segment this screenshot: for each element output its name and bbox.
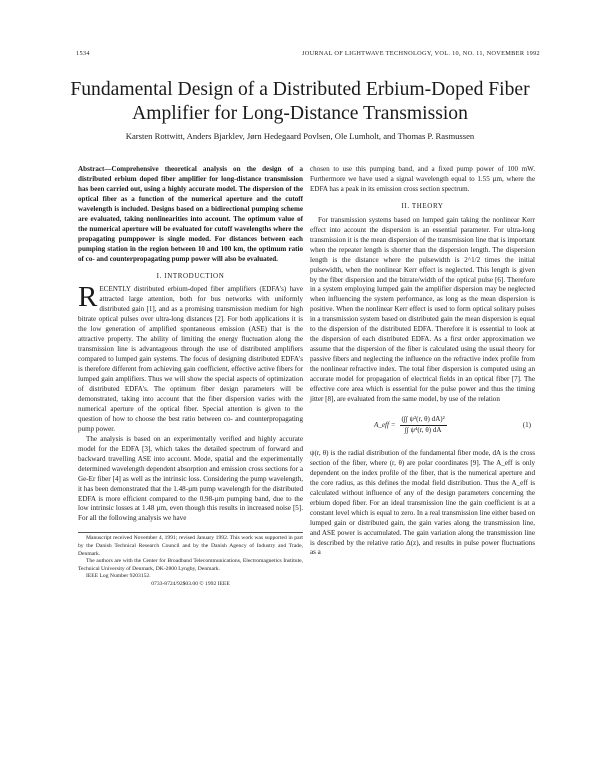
footnote bbox=[78, 532, 303, 588]
intro-paragraph-1 bbox=[78, 281, 303, 434]
section-heading-theory: II. THEORY bbox=[401, 201, 444, 210]
equation-denominator: ∫∫ ψ⁴(r, θ) dA bbox=[404, 426, 442, 435]
theory-paragraph-2: ψ(r, θ) is the radial distribution of the fundamental fiber mode, dA is the cross section of the fiber, where (r, θ) are polar coordinates [9]. The A_eff is only dependent on the index profile of the fiber, that is the numerical aperture and the core radius, as this defines the modal field distribution. Thus the A_eff is calculated without influence of any of the design parameters concerning the erbium doped fiber. For an ideal transmission line the gain coefficient is at a constant level which is equal to zero. In a real transmission line either based on lumped gain or distributed gain, the gain varies along the transmission line, and ASE power is accumulated. The gain variation along the transmission line is described by the relative ratio Δ(z), and results in pulse power fluctuations as a bbox=[310, 448, 535, 557]
footnote-code: 0733-8724/92$03.00 © 1992 IEEE bbox=[151, 580, 230, 587]
equation-lhs: A_eff = bbox=[374, 420, 396, 429]
author-list: Karsten Rottwitt, Anders Bjarklev, Jørn Hedegaard Povlsen, Ole Lumholt, and Thomas P. Rasmussen bbox=[125, 131, 475, 141]
left-column bbox=[78, 165, 303, 589]
intro-paragraph-2: The analysis is based on an experimentally verified and highly accurate model for the EDFA [3], which takes the detailed spectrum of forward and backward travelling ASE into account. Mode, spatial and the experimentally determined wavelength dependent absorption and emission cross sections for a Ge-Er fiber [4] as well as the intrinsic loss. Considering the pump wavelength, it has been demonstrated that the 1.48-µm pump wavelength for the distributed EDFA is more efficient compared to the 0.98-µm pumping band, due to the low intrinsic losses at 1.48 µm, even though this results in increased noise [5]. For all the following analysis we have bbox=[78, 434, 303, 523]
theory-paragraph-1: For transmission systems based on lumped gain taking the nonlinear Kerr effect into account the dispersion is an essential parameter. For ultra-long transmission it is the mean dispersion of the transmission line that is important when the repeater length is shorter than the dispersion length. The dispersion length is the distance where the pulsewidth is 2^1/2 times the initial pulsewidth, when the nonlinear Kerr effect is neglected. This length is given by the fiber dispersion and the bitrate/width of the optical pulse [6]. Therefore in a system employing lumped gain the amplifier dispersion may be neglected when influencing the system performance, as long as the mean dispersion is positive. When the nonlinear Kerr effect is used to form optical solitary pulses in a transmission system based on distributed gain the mean dispersion is equal to the dispersion of the distributed EDFA. Therefore it is essential to look at the dispersion of each distributed EDFA. As a first order approximation we assume that the dispersion of the fiber is calculated using the usual theory for passive fibers and neglecting the influence on the refractive index profile from the nonlinear refractive index. The total fiber dispersion is computed using an accurate model for propagation of electrical fields in an optical fiber [7]. The effective core area which is essential for the pulse power and thus the timing jitter [8], are evaluated from the same model, by use of the relation bbox=[310, 215, 535, 403]
right-column bbox=[310, 165, 535, 558]
continued-paragraph: chosen to use this pumping band, and a fixed pump power of 100 mW. Furthermore we have used a signal wavelength equal to 1.55 µm, where the EDFA has a peak in its emission cross section spectrum. bbox=[310, 165, 535, 193]
footnote-received: Manuscript received November 4, 1991; revised January 1992. This work was supported in part by the Danish Technical Research Council and by the Danish Agency of Industry and Trade, Denmark. bbox=[78, 535, 303, 557]
intro-paragraph-1-text: ECENTLY distributed erbium-doped fiber amplifiers (EDFA's) have attracted large attention, both for bus networks with uniformly distributed gain [1], and as a promising transmission medium for high bitrate optical pulses over ultra-long distances [2]. For both applications it is the low generation of amplified spontaneous emission (ASE) that is the attractive property. The ability of limiting the energy fluctuation along the transmission line is advantageous through the use of distributed amplifiers compared to lumped gain systems. The focus of designing distributed EDFA's is therefore different from achieving gain coefficient, effective active fibers for lumped gain amplifiers. Thus we will show the special aspects of optimization of distributed EDFA's. The optimum fiber design parameters will be demonstrated, taking into account that the fiber dispersion varies with the numerical aperture of the optical fiber. Special attention is given to the question of how to choose the best ratio between co- and counterpropagating pump power. bbox=[78, 285, 303, 433]
footnote-ieee-log: IEEE Log Number 9203152. bbox=[86, 573, 151, 580]
equation-number: (1) bbox=[522, 420, 531, 429]
journal-citation: JOURNAL OF LIGHTWAVE TECHNOLOGY, VOL. 10, NO. 11, NOVEMBER 1992 bbox=[301, 50, 540, 57]
drop-cap: R bbox=[78, 281, 98, 314]
footnote-affiliation: The authors are with the Center for Broadband Telecommunications, Electromagnetics Institute, Technical University of Denmark, DK-2800 Lyngby, Denmark. bbox=[78, 558, 303, 572]
abstract: Abstract—Comprehensive theoretical analysis on the design of a distributed erbium doped fiber amplifier for long-distance transmission has been carried out, using a highly accurate model. The dispersion of the optical fiber as a function of the numerical aperture and the cutoff wavelength is included. Designs based on a bidirectional pumping scheme are evaluated, taking nonlinearities into account. The optimum value of the numerical aperture will be evaluated for cutoff wavelengths where the propagating pumppower is single moded. For distances between each pumping station in the region between 10 and 100 km, the optimum ratio of co- and counterpropagating pump power will also be evaluated. bbox=[78, 165, 303, 263]
running-header bbox=[76, 50, 540, 62]
section-heading-introduction: I. INTRODUCTION bbox=[156, 271, 225, 280]
equation-numerator: (∫∫ ψ²(r, θ) dA)² bbox=[400, 415, 447, 426]
page-number: 1534 bbox=[76, 50, 90, 57]
equation-1 bbox=[310, 413, 535, 439]
equation-fraction bbox=[400, 415, 447, 436]
paper-title: Fundamental Design of a Distributed Erbium-Doped Fiber Amplifier for Long-Distance Transmission bbox=[70, 79, 530, 124]
